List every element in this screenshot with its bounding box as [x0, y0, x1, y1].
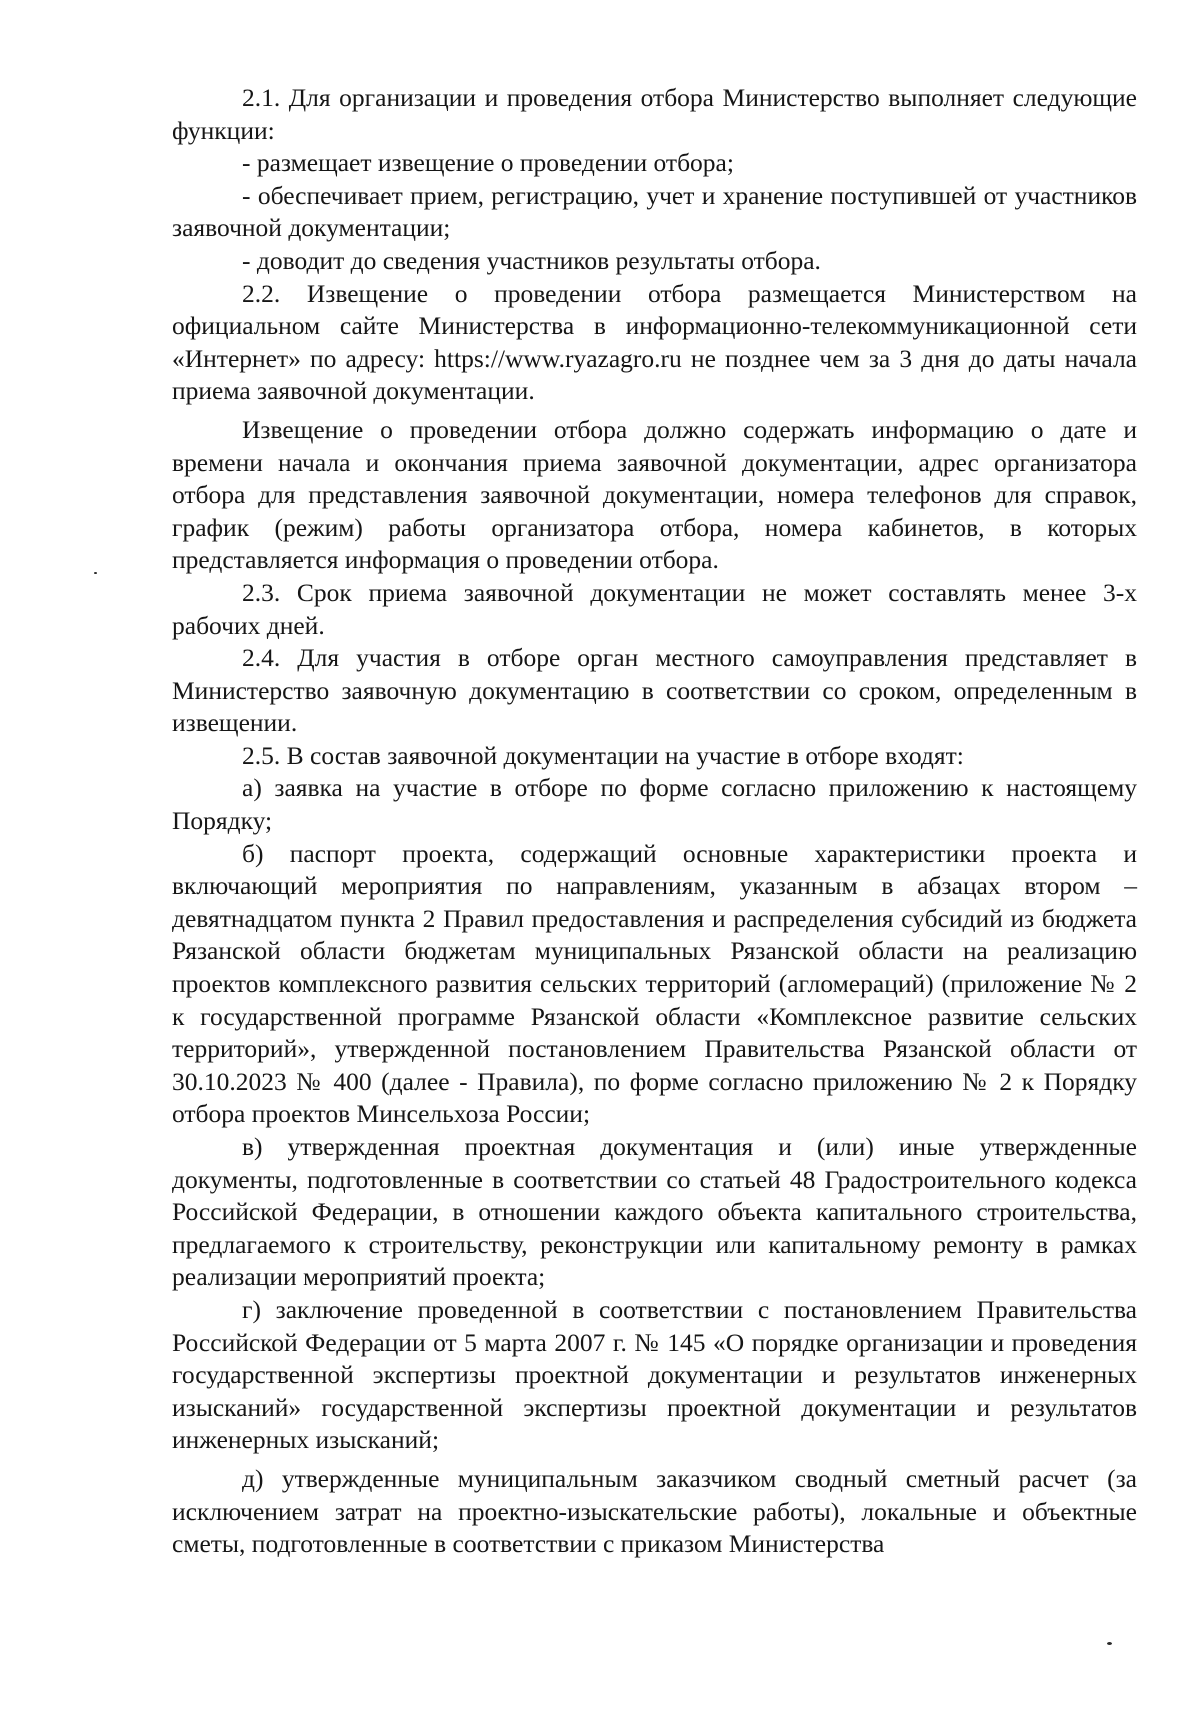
paragraph-2-5: 2.5. В состав заявочной документации на участие в отборе входят: — [242, 740, 964, 770]
scan-speck-left — [94, 572, 97, 574]
paragraph-2-1: 2.1. Для организации и проведения отбора Министерство выполняет следующие функции: — [172, 83, 1137, 145]
paragraph-item-v: в) утвержденная проектная документация и (или) иные утвержденные документы, подготовленные в соответствии со статьей 48 Градостроительного кодекса Российской Федерации, в отношении каждого объекта капитального строительства, предлагаемого к строительству, реконструкции или капитальному ремонту в рамках реализации мероприятий проекта; — [172, 1132, 1137, 1292]
paragraph-2-3: 2.3. Срок приема заявочной документации не может составлять менее 3-х рабочих дней. — [172, 577, 1137, 640]
paragraph-2-4: 2.4. Для участия в отборе орган местного самоуправления представляет в Министерство заявочную документацию в соответствии со сроком, определенным в извещении. — [172, 643, 1137, 738]
paragraph-item-d: д) утвержденные муниципальным заказчиком сводный сметный расчет (за исключением затрат на проектно-изыскательские работы), локальные и объектные сметы, подготовленные в соответствии с приказом Министерства — [172, 1463, 1137, 1559]
paragraph-function-publish: - размещает извещение о проведении отбора; — [242, 148, 734, 178]
paragraph-function-inform: - доводит до сведения участников результаты отбора. — [242, 245, 821, 275]
paragraph-notice-content: Извещение о проведении отбора должно содержать информацию о дате и времени начала и окончания приема заявочной документации, адрес организатора отбора для представления заявочной документации, номера телефонов для справок, график (режим) работы организатора отбора, номера кабинетов, в которых представляется информация о проведении отбора. — [172, 414, 1137, 575]
paragraph-item-g: г) заключение проведенной в соответствии с постановлением Правительства Российской Федерации от 5 марта 2007 г. № 145 «О порядке организации и проведения государственной экспертизы проектной документации и результатов инженерных изысканий» государственной экспертизы проектной документации и результатов инженерных изысканий; — [172, 1294, 1137, 1455]
paragraph-item-a: а) заявка на участие в отборе по форме согласно приложению к настоящему Порядку; — [172, 773, 1137, 836]
document-body — [172, 82, 1137, 1561]
paragraph-function-receive: - обеспечивает прием, регистрацию, учет и хранение поступившей от участников заявочной документации; — [172, 180, 1137, 243]
paragraph-item-b: б) паспорт проекта, содержащий основные характеристики проекта и включающий мероприятия по направлениям, указанным в абзацах втором – девятнадцатом пункта 2 Правил предоставления и распределения субсидий из бюджета Рязанской области бюджетам муниципальных Рязанской области на реализацию проектов комплексного развития сельских территорий (агломераций) (приложение № 2 к государственной программе Рязанской области «Комплексное развитие сельских территорий», утвержденной постановлением Правительства Рязанской области от 30.10.2023 № 400 (далее - Правила), по форме согласно приложению № 2 к Порядку отбора проектов Минсельхоза России; — [172, 838, 1137, 1129]
scan-speck-bottom-right — [1107, 1642, 1112, 1645]
paragraph-2-2: 2.2. Извещение о проведении отбора размещается Министерством на официальном сайте Министерства в информационно-телекоммуникационной сети «Интернет» по адресу: https://www.ryazagro.ru не позднее чем за 3 дня до даты начала приема заявочной документации. — [172, 278, 1137, 406]
